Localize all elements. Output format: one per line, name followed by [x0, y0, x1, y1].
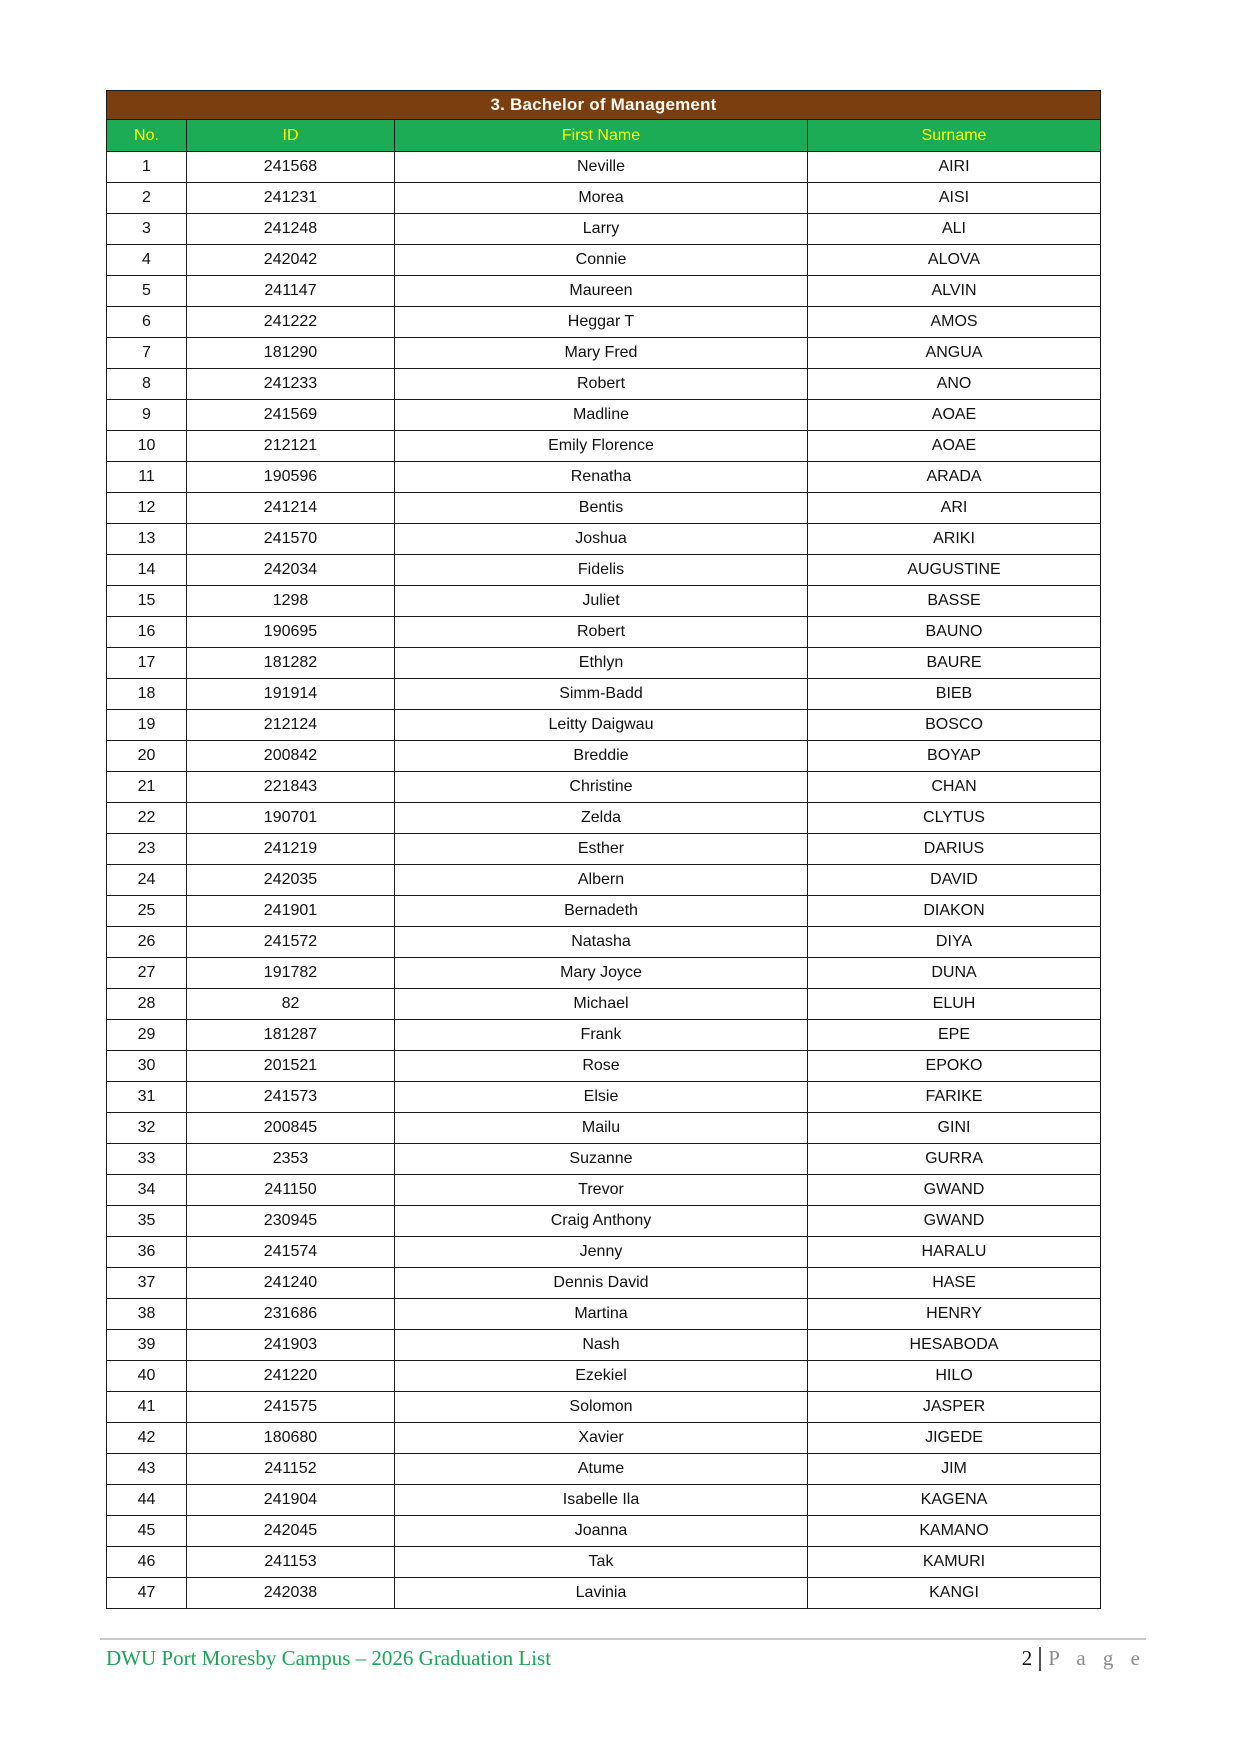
- cell-id: 212121: [187, 431, 395, 462]
- cell-no: 43: [107, 1454, 187, 1485]
- table-row: [107, 1206, 1101, 1237]
- cell-id: 190701: [187, 803, 395, 834]
- table-row: [107, 462, 1101, 493]
- table-row: [107, 276, 1101, 307]
- cell-id: 241222: [187, 307, 395, 338]
- cell-surname: KAGENA: [808, 1485, 1101, 1516]
- cell-id: 231686: [187, 1299, 395, 1330]
- cell-surname: KAMURI: [808, 1547, 1101, 1578]
- cell-surname: GURRA: [808, 1144, 1101, 1175]
- cell-id: 230945: [187, 1206, 395, 1237]
- cell-first-name: Esther: [395, 834, 808, 865]
- cell-surname: ALI: [808, 214, 1101, 245]
- cell-first-name: Simm-Badd: [395, 679, 808, 710]
- table-row: [107, 865, 1101, 896]
- cell-surname: HARALU: [808, 1237, 1101, 1268]
- cell-no: 33: [107, 1144, 187, 1175]
- cell-surname: AOAE: [808, 400, 1101, 431]
- cell-no: 15: [107, 586, 187, 617]
- cell-no: 11: [107, 462, 187, 493]
- cell-id: 200842: [187, 741, 395, 772]
- table-body: [107, 152, 1101, 1609]
- cell-first-name: Maureen: [395, 276, 808, 307]
- table-row: [107, 183, 1101, 214]
- cell-no: 3: [107, 214, 187, 245]
- cell-no: 41: [107, 1392, 187, 1423]
- table-row: [107, 1485, 1101, 1516]
- table-row: [107, 1516, 1101, 1547]
- cell-surname: AIRI: [808, 152, 1101, 183]
- cell-first-name: Emily Florence: [395, 431, 808, 462]
- cell-first-name: Joanna: [395, 1516, 808, 1547]
- footer-divider: [100, 1638, 1146, 1640]
- table-row: [107, 958, 1101, 989]
- cell-no: 26: [107, 927, 187, 958]
- cell-id: 190596: [187, 462, 395, 493]
- cell-first-name: Connie: [395, 245, 808, 276]
- cell-no: 47: [107, 1578, 187, 1609]
- cell-no: 44: [107, 1485, 187, 1516]
- table-row: [107, 741, 1101, 772]
- cell-first-name: Morea: [395, 183, 808, 214]
- cell-first-name: Trevor: [395, 1175, 808, 1206]
- cell-id: 1298: [187, 586, 395, 617]
- table-row: [107, 834, 1101, 865]
- cell-no: 19: [107, 710, 187, 741]
- cell-surname: ANGUA: [808, 338, 1101, 369]
- cell-no: 17: [107, 648, 187, 679]
- column-header-id: ID: [187, 120, 395, 152]
- cell-surname: JIM: [808, 1454, 1101, 1485]
- cell-surname: CLYTUS: [808, 803, 1101, 834]
- cell-first-name: Dennis David: [395, 1268, 808, 1299]
- cell-first-name: Jenny: [395, 1237, 808, 1268]
- table-row: [107, 648, 1101, 679]
- cell-surname: AMOS: [808, 307, 1101, 338]
- cell-no: 1: [107, 152, 187, 183]
- cell-id: 191782: [187, 958, 395, 989]
- cell-surname: BAURE: [808, 648, 1101, 679]
- cell-first-name: Lavinia: [395, 1578, 808, 1609]
- cell-first-name: Fidelis: [395, 555, 808, 586]
- cell-first-name: Bentis: [395, 493, 808, 524]
- cell-surname: ELUH: [808, 989, 1101, 1020]
- cell-id: 180680: [187, 1423, 395, 1454]
- cell-surname: FARIKE: [808, 1082, 1101, 1113]
- cell-id: 82: [187, 989, 395, 1020]
- cell-no: 34: [107, 1175, 187, 1206]
- footer-page-indicator: [1022, 1646, 1146, 1671]
- table-row: [107, 617, 1101, 648]
- cell-surname: AUGUSTINE: [808, 555, 1101, 586]
- cell-first-name: Robert: [395, 369, 808, 400]
- cell-id: 221843: [187, 772, 395, 803]
- cell-first-name: Rose: [395, 1051, 808, 1082]
- cell-first-name: Juliet: [395, 586, 808, 617]
- cell-first-name: Craig Anthony: [395, 1206, 808, 1237]
- cell-id: 181282: [187, 648, 395, 679]
- cell-surname: AISI: [808, 183, 1101, 214]
- cell-first-name: Breddie: [395, 741, 808, 772]
- cell-no: 39: [107, 1330, 187, 1361]
- cell-no: 22: [107, 803, 187, 834]
- cell-surname: ARADA: [808, 462, 1101, 493]
- table-row: [107, 989, 1101, 1020]
- cell-id: 181287: [187, 1020, 395, 1051]
- table-row: [107, 1423, 1101, 1454]
- cell-no: 6: [107, 307, 187, 338]
- cell-surname: HILO: [808, 1361, 1101, 1392]
- cell-id: 241904: [187, 1485, 395, 1516]
- cell-no: 23: [107, 834, 187, 865]
- cell-first-name: Mary Joyce: [395, 958, 808, 989]
- cell-no: 29: [107, 1020, 187, 1051]
- cell-id: 241575: [187, 1392, 395, 1423]
- table-header-row: [107, 120, 1101, 152]
- cell-first-name: Xavier: [395, 1423, 808, 1454]
- cell-surname: CHAN: [808, 772, 1101, 803]
- cell-id: 241153: [187, 1547, 395, 1578]
- cell-first-name: Albern: [395, 865, 808, 896]
- table-row: [107, 1268, 1101, 1299]
- cell-first-name: Solomon: [395, 1392, 808, 1423]
- table-row: [107, 369, 1101, 400]
- cell-surname: DAVID: [808, 865, 1101, 896]
- table-row: [107, 1299, 1101, 1330]
- cell-surname: GWAND: [808, 1206, 1101, 1237]
- cell-surname: KAMANO: [808, 1516, 1101, 1547]
- cell-first-name: Neville: [395, 152, 808, 183]
- cell-no: 2: [107, 183, 187, 214]
- section-title-row: [107, 91, 1101, 120]
- cell-surname: EPOKO: [808, 1051, 1101, 1082]
- cell-surname: GWAND: [808, 1175, 1101, 1206]
- cell-id: 241570: [187, 524, 395, 555]
- cell-no: 25: [107, 896, 187, 927]
- cell-first-name: Joshua: [395, 524, 808, 555]
- cell-id: 212124: [187, 710, 395, 741]
- cell-first-name: Martina: [395, 1299, 808, 1330]
- cell-no: 40: [107, 1361, 187, 1392]
- page-footer: [106, 1646, 1146, 1671]
- cell-first-name: Atume: [395, 1454, 808, 1485]
- cell-surname: GINI: [808, 1113, 1101, 1144]
- table-row: [107, 400, 1101, 431]
- table-row: [107, 214, 1101, 245]
- cell-id: 241147: [187, 276, 395, 307]
- table-row: [107, 245, 1101, 276]
- cell-no: 10: [107, 431, 187, 462]
- table-row: [107, 1082, 1101, 1113]
- cell-surname: ANO: [808, 369, 1101, 400]
- table-row: [107, 1454, 1101, 1485]
- cell-surname: BASSE: [808, 586, 1101, 617]
- table-row: [107, 431, 1101, 462]
- cell-surname: BOYAP: [808, 741, 1101, 772]
- cell-surname: DARIUS: [808, 834, 1101, 865]
- cell-id: 2353: [187, 1144, 395, 1175]
- cell-surname: EPE: [808, 1020, 1101, 1051]
- section-title: 3. Bachelor of Management: [107, 91, 1101, 120]
- cell-surname: JASPER: [808, 1392, 1101, 1423]
- cell-surname: HENRY: [808, 1299, 1101, 1330]
- table-row: [107, 1578, 1101, 1609]
- cell-no: 35: [107, 1206, 187, 1237]
- footer-document-title: DWU Port Moresby Campus – 2026 Graduation List: [106, 1646, 552, 1670]
- cell-surname: ARI: [808, 493, 1101, 524]
- cell-no: 37: [107, 1268, 187, 1299]
- cell-first-name: Tak: [395, 1547, 808, 1578]
- cell-surname: DIYA: [808, 927, 1101, 958]
- cell-no: 27: [107, 958, 187, 989]
- cell-first-name: Mary Fred: [395, 338, 808, 369]
- cell-no: 4: [107, 245, 187, 276]
- cell-id: 241231: [187, 183, 395, 214]
- cell-first-name: Bernadeth: [395, 896, 808, 927]
- table-row: [107, 1020, 1101, 1051]
- cell-id: 241572: [187, 927, 395, 958]
- column-header-first-name: First Name: [395, 120, 808, 152]
- cell-surname: AOAE: [808, 431, 1101, 462]
- cell-first-name: Ethlyn: [395, 648, 808, 679]
- cell-first-name: Renatha: [395, 462, 808, 493]
- cell-first-name: Larry: [395, 214, 808, 245]
- page-word: P a g e: [1048, 1646, 1146, 1670]
- cell-surname: ALOVA: [808, 245, 1101, 276]
- cell-surname: BAUNO: [808, 617, 1101, 648]
- cell-first-name: Mailu: [395, 1113, 808, 1144]
- cell-no: 12: [107, 493, 187, 524]
- table-row: [107, 1051, 1101, 1082]
- table-row: [107, 679, 1101, 710]
- cell-first-name: Heggar T: [395, 307, 808, 338]
- column-header-surname: Surname: [808, 120, 1101, 152]
- table-row: [107, 493, 1101, 524]
- cell-id: 241248: [187, 214, 395, 245]
- table-row: [107, 1237, 1101, 1268]
- cell-first-name: Suzanne: [395, 1144, 808, 1175]
- table-row: [107, 1547, 1101, 1578]
- cell-surname: ARIKI: [808, 524, 1101, 555]
- page-number-divider: [1039, 1647, 1041, 1671]
- table-row: [107, 555, 1101, 586]
- cell-no: 9: [107, 400, 187, 431]
- cell-id: 241150: [187, 1175, 395, 1206]
- cell-id: 241219: [187, 834, 395, 865]
- table-row: [107, 307, 1101, 338]
- cell-id: 242042: [187, 245, 395, 276]
- cell-surname: KANGI: [808, 1578, 1101, 1609]
- table-row: [107, 586, 1101, 617]
- cell-surname: JIGEDE: [808, 1423, 1101, 1454]
- cell-no: 46: [107, 1547, 187, 1578]
- cell-surname: DUNA: [808, 958, 1101, 989]
- cell-surname: ALVIN: [808, 276, 1101, 307]
- column-header-no: No.: [107, 120, 187, 152]
- cell-first-name: Nash: [395, 1330, 808, 1361]
- table-row: [107, 927, 1101, 958]
- cell-first-name: Michael: [395, 989, 808, 1020]
- table-row: [107, 1330, 1101, 1361]
- cell-no: 8: [107, 369, 187, 400]
- cell-id: 241214: [187, 493, 395, 524]
- cell-no: 5: [107, 276, 187, 307]
- cell-no: 20: [107, 741, 187, 772]
- cell-first-name: Elsie: [395, 1082, 808, 1113]
- table-row: [107, 152, 1101, 183]
- cell-no: 16: [107, 617, 187, 648]
- cell-id: 242038: [187, 1578, 395, 1609]
- cell-id: 241568: [187, 152, 395, 183]
- cell-id: 242035: [187, 865, 395, 896]
- cell-first-name: Christine: [395, 772, 808, 803]
- cell-no: 31: [107, 1082, 187, 1113]
- cell-id: 241573: [187, 1082, 395, 1113]
- cell-no: 38: [107, 1299, 187, 1330]
- table-row: [107, 338, 1101, 369]
- cell-id: 181290: [187, 338, 395, 369]
- cell-id: 190695: [187, 617, 395, 648]
- cell-surname: HASE: [808, 1268, 1101, 1299]
- graduation-table: [106, 90, 1101, 1609]
- cell-id: 200845: [187, 1113, 395, 1144]
- cell-id: 241903: [187, 1330, 395, 1361]
- cell-first-name: Leitty Daigwau: [395, 710, 808, 741]
- cell-id: 201521: [187, 1051, 395, 1082]
- table-row: [107, 1113, 1101, 1144]
- cell-id: 241901: [187, 896, 395, 927]
- cell-no: 36: [107, 1237, 187, 1268]
- cell-first-name: Ezekiel: [395, 1361, 808, 1392]
- cell-first-name: Robert: [395, 617, 808, 648]
- table-row: [107, 772, 1101, 803]
- cell-id: 241569: [187, 400, 395, 431]
- cell-id: 241240: [187, 1268, 395, 1299]
- cell-id: 242045: [187, 1516, 395, 1547]
- table-row: [107, 1392, 1101, 1423]
- cell-id: 241233: [187, 369, 395, 400]
- cell-no: 28: [107, 989, 187, 1020]
- cell-no: 14: [107, 555, 187, 586]
- page-number: 2: [1021, 1646, 1033, 1670]
- table-row: [107, 524, 1101, 555]
- cell-id: 241574: [187, 1237, 395, 1268]
- cell-no: 7: [107, 338, 187, 369]
- cell-no: 30: [107, 1051, 187, 1082]
- cell-first-name: Zelda: [395, 803, 808, 834]
- cell-no: 32: [107, 1113, 187, 1144]
- cell-surname: BIEB: [808, 679, 1101, 710]
- cell-id: 241152: [187, 1454, 395, 1485]
- cell-no: 24: [107, 865, 187, 896]
- cell-no: 45: [107, 1516, 187, 1547]
- cell-id: 241220: [187, 1361, 395, 1392]
- cell-first-name: Isabelle Ila: [395, 1485, 808, 1516]
- cell-no: 18: [107, 679, 187, 710]
- cell-no: 21: [107, 772, 187, 803]
- cell-id: 191914: [187, 679, 395, 710]
- cell-first-name: Madline: [395, 400, 808, 431]
- cell-surname: HESABODA: [808, 1330, 1101, 1361]
- table-row: [107, 896, 1101, 927]
- table-row: [107, 1175, 1101, 1206]
- cell-first-name: Frank: [395, 1020, 808, 1051]
- cell-id: 242034: [187, 555, 395, 586]
- cell-surname: BOSCO: [808, 710, 1101, 741]
- table-row: [107, 1361, 1101, 1392]
- cell-surname: DIAKON: [808, 896, 1101, 927]
- cell-no: 42: [107, 1423, 187, 1454]
- table-row: [107, 1144, 1101, 1175]
- cell-first-name: Natasha: [395, 927, 808, 958]
- table-row: [107, 710, 1101, 741]
- table-row: [107, 803, 1101, 834]
- cell-no: 13: [107, 524, 187, 555]
